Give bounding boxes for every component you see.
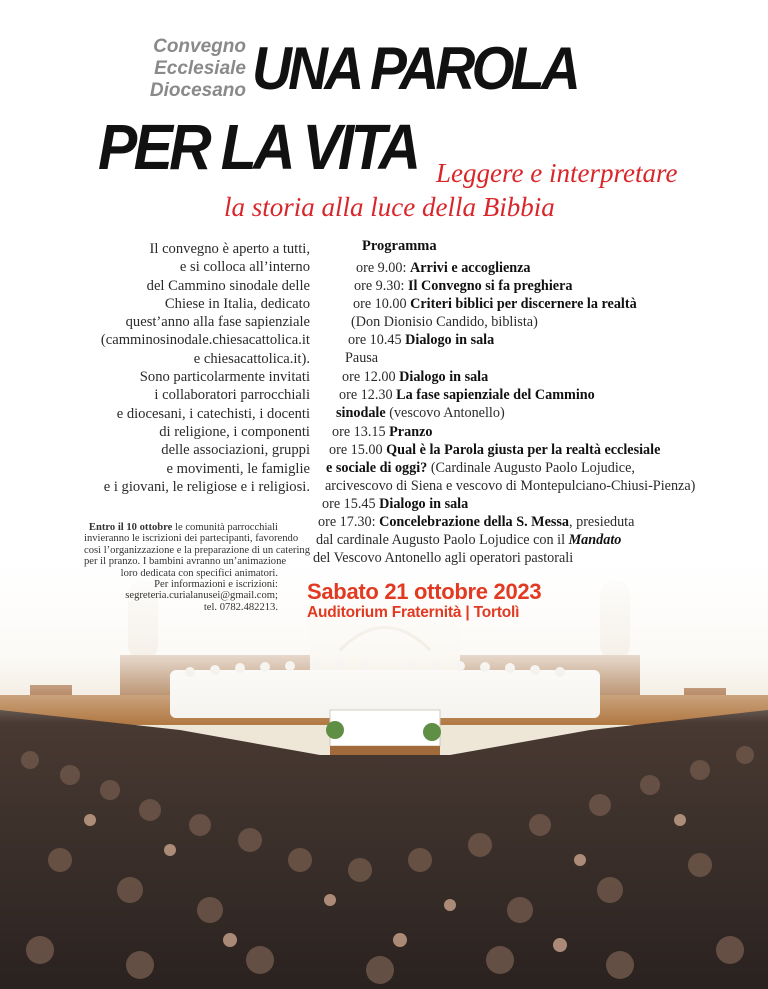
ecclesiale-line: Ecclesiale bbox=[154, 58, 246, 79]
program-detail: arcivescovo di Siena e vescovo di Montepulciano-Chiusi-Pienza) bbox=[325, 478, 696, 494]
program-item: sinodale bbox=[336, 405, 386, 421]
program-row bbox=[326, 459, 635, 477]
intro-line: delle associazioni, gruppi bbox=[161, 442, 310, 459]
program-title: Programma bbox=[362, 238, 437, 254]
church-celebration-photo bbox=[0, 560, 768, 989]
intro-paragraph bbox=[70, 240, 310, 496]
program-detail: (vescovo Antonello) bbox=[385, 405, 505, 421]
program-row bbox=[348, 331, 494, 349]
subtitle-line2: la storia alla luce della Bibbia bbox=[224, 192, 555, 222]
program-row bbox=[339, 386, 595, 404]
program-mandato: Mandato bbox=[568, 532, 622, 548]
program-detail: (Cardinale Augusto Paolo Lojudice, bbox=[427, 460, 635, 476]
program-row bbox=[318, 513, 634, 531]
note-line bbox=[84, 522, 278, 533]
registration-note bbox=[84, 522, 310, 613]
program-row bbox=[351, 313, 538, 331]
subtitle-line1: Leggere e interpretare bbox=[436, 158, 678, 188]
program-row bbox=[345, 349, 378, 367]
note-line: invieranno le iscrizioni dei partecipanti, favorendo bbox=[84, 533, 299, 545]
note-line: Per informazioni e iscrizioni: bbox=[154, 579, 278, 591]
program-detail: del Vescovo Antonello agli operatori pastorali bbox=[313, 550, 574, 566]
program-row bbox=[325, 477, 695, 495]
program-time: ore 9.30: bbox=[354, 278, 408, 294]
intro-line: e movimenti, le famiglie bbox=[166, 460, 310, 477]
main-title-line2: PER LA VITA bbox=[98, 111, 418, 183]
intro-line: e chiesacattolica.it). bbox=[193, 350, 310, 367]
program-row bbox=[354, 277, 572, 295]
program-detail: dal cardinale Augusto Paolo Lojudice con il bbox=[316, 532, 569, 548]
program-item: La fase sapienziale del Cammino bbox=[396, 387, 595, 403]
convegno-line: Convegno bbox=[153, 36, 246, 57]
program-time: ore 10.45 bbox=[348, 332, 406, 348]
diocesano-line: Diocesano bbox=[149, 80, 246, 101]
event-date: Sabato 21 ottobre 2023 bbox=[307, 579, 542, 604]
intro-line: Chiese in Italia, dedicato bbox=[164, 295, 310, 312]
program-item: e sociale di oggi? bbox=[326, 460, 428, 476]
program-item: Concelebrazione della S. Messa bbox=[379, 514, 570, 530]
program-item: Arrivi e accoglienza bbox=[409, 260, 531, 276]
program-detail: (Don Dionisio Candido, biblista) bbox=[351, 314, 538, 330]
program-row bbox=[342, 368, 488, 386]
program-item: Criteri biblici per discernere la realtà bbox=[410, 296, 637, 312]
program-detail: , presieduta bbox=[569, 514, 635, 530]
program-item: Pranzo bbox=[389, 424, 433, 440]
program-item: Qual è la Parola giusta per la realtà ecclesiale bbox=[386, 442, 661, 458]
note-line: loro dedicata con specifici animatori. bbox=[120, 567, 278, 579]
program-time: ore 15.00 bbox=[329, 442, 387, 458]
main-title-line1: UNA PAROLA bbox=[252, 35, 578, 102]
intro-line: del Cammino sinodale delle bbox=[146, 277, 310, 294]
program-time: ore 15.45 bbox=[322, 496, 380, 512]
program-row bbox=[332, 423, 432, 441]
intro-line: Sono particolarmente invitati bbox=[139, 369, 310, 386]
intro-line: di religione, i componenti bbox=[159, 423, 310, 440]
program-item: Dialogo in sala bbox=[405, 332, 495, 348]
program-row bbox=[329, 441, 660, 459]
program-time: ore 17.30: bbox=[318, 514, 380, 530]
program-time: ore 12.30 bbox=[339, 387, 397, 403]
program-row bbox=[316, 531, 621, 549]
program-time: ore 10.00 bbox=[353, 296, 411, 312]
program-item: Dialogo in sala bbox=[399, 369, 489, 385]
note-text: le comunità parrocchiali bbox=[172, 522, 278, 533]
intro-line: e i giovani, le religiose e i religiosi. bbox=[103, 478, 310, 495]
program-row bbox=[336, 404, 505, 422]
intro-line: e si colloca all’interno bbox=[179, 259, 310, 276]
intro-line: e diocesani, i catechisti, i docenti bbox=[116, 405, 310, 422]
note-deadline: Entro il 10 ottobre bbox=[88, 522, 173, 533]
intro-line: quest’anno alla fase sapienziale bbox=[125, 314, 310, 331]
program-row bbox=[313, 549, 573, 567]
intro-line: i collaboratori parrocchiali bbox=[154, 387, 310, 404]
program-time: ore 9.00: bbox=[356, 260, 410, 276]
intro-line: (camminosinodale.chiesacattolica.it bbox=[100, 332, 310, 349]
program-time: Pausa bbox=[345, 350, 379, 366]
intro-line: Il convegno è aperto a tutti, bbox=[149, 241, 310, 257]
event-venue: Auditorium Fraternità | Tortolì bbox=[307, 604, 520, 621]
note-line: per il pranzo. I bambini avranno un’animazione bbox=[84, 556, 287, 568]
contact-phone: tel. 0782.482213. bbox=[203, 601, 278, 613]
program-item: Il Convegno si fa preghiera bbox=[407, 278, 573, 294]
program-item: Dialogo in sala bbox=[379, 496, 469, 512]
contact-email: segreteria.curialanusei@gmail.com; bbox=[125, 590, 278, 602]
program-row bbox=[353, 295, 637, 313]
program-time: ore 13.15 bbox=[332, 424, 390, 440]
program-time: ore 12.00 bbox=[342, 369, 400, 385]
note-line: così l’organizzazione e la preparazione di un catering bbox=[84, 544, 310, 556]
event-series-label bbox=[118, 36, 246, 102]
program-row bbox=[356, 259, 531, 277]
program-row bbox=[322, 495, 468, 513]
